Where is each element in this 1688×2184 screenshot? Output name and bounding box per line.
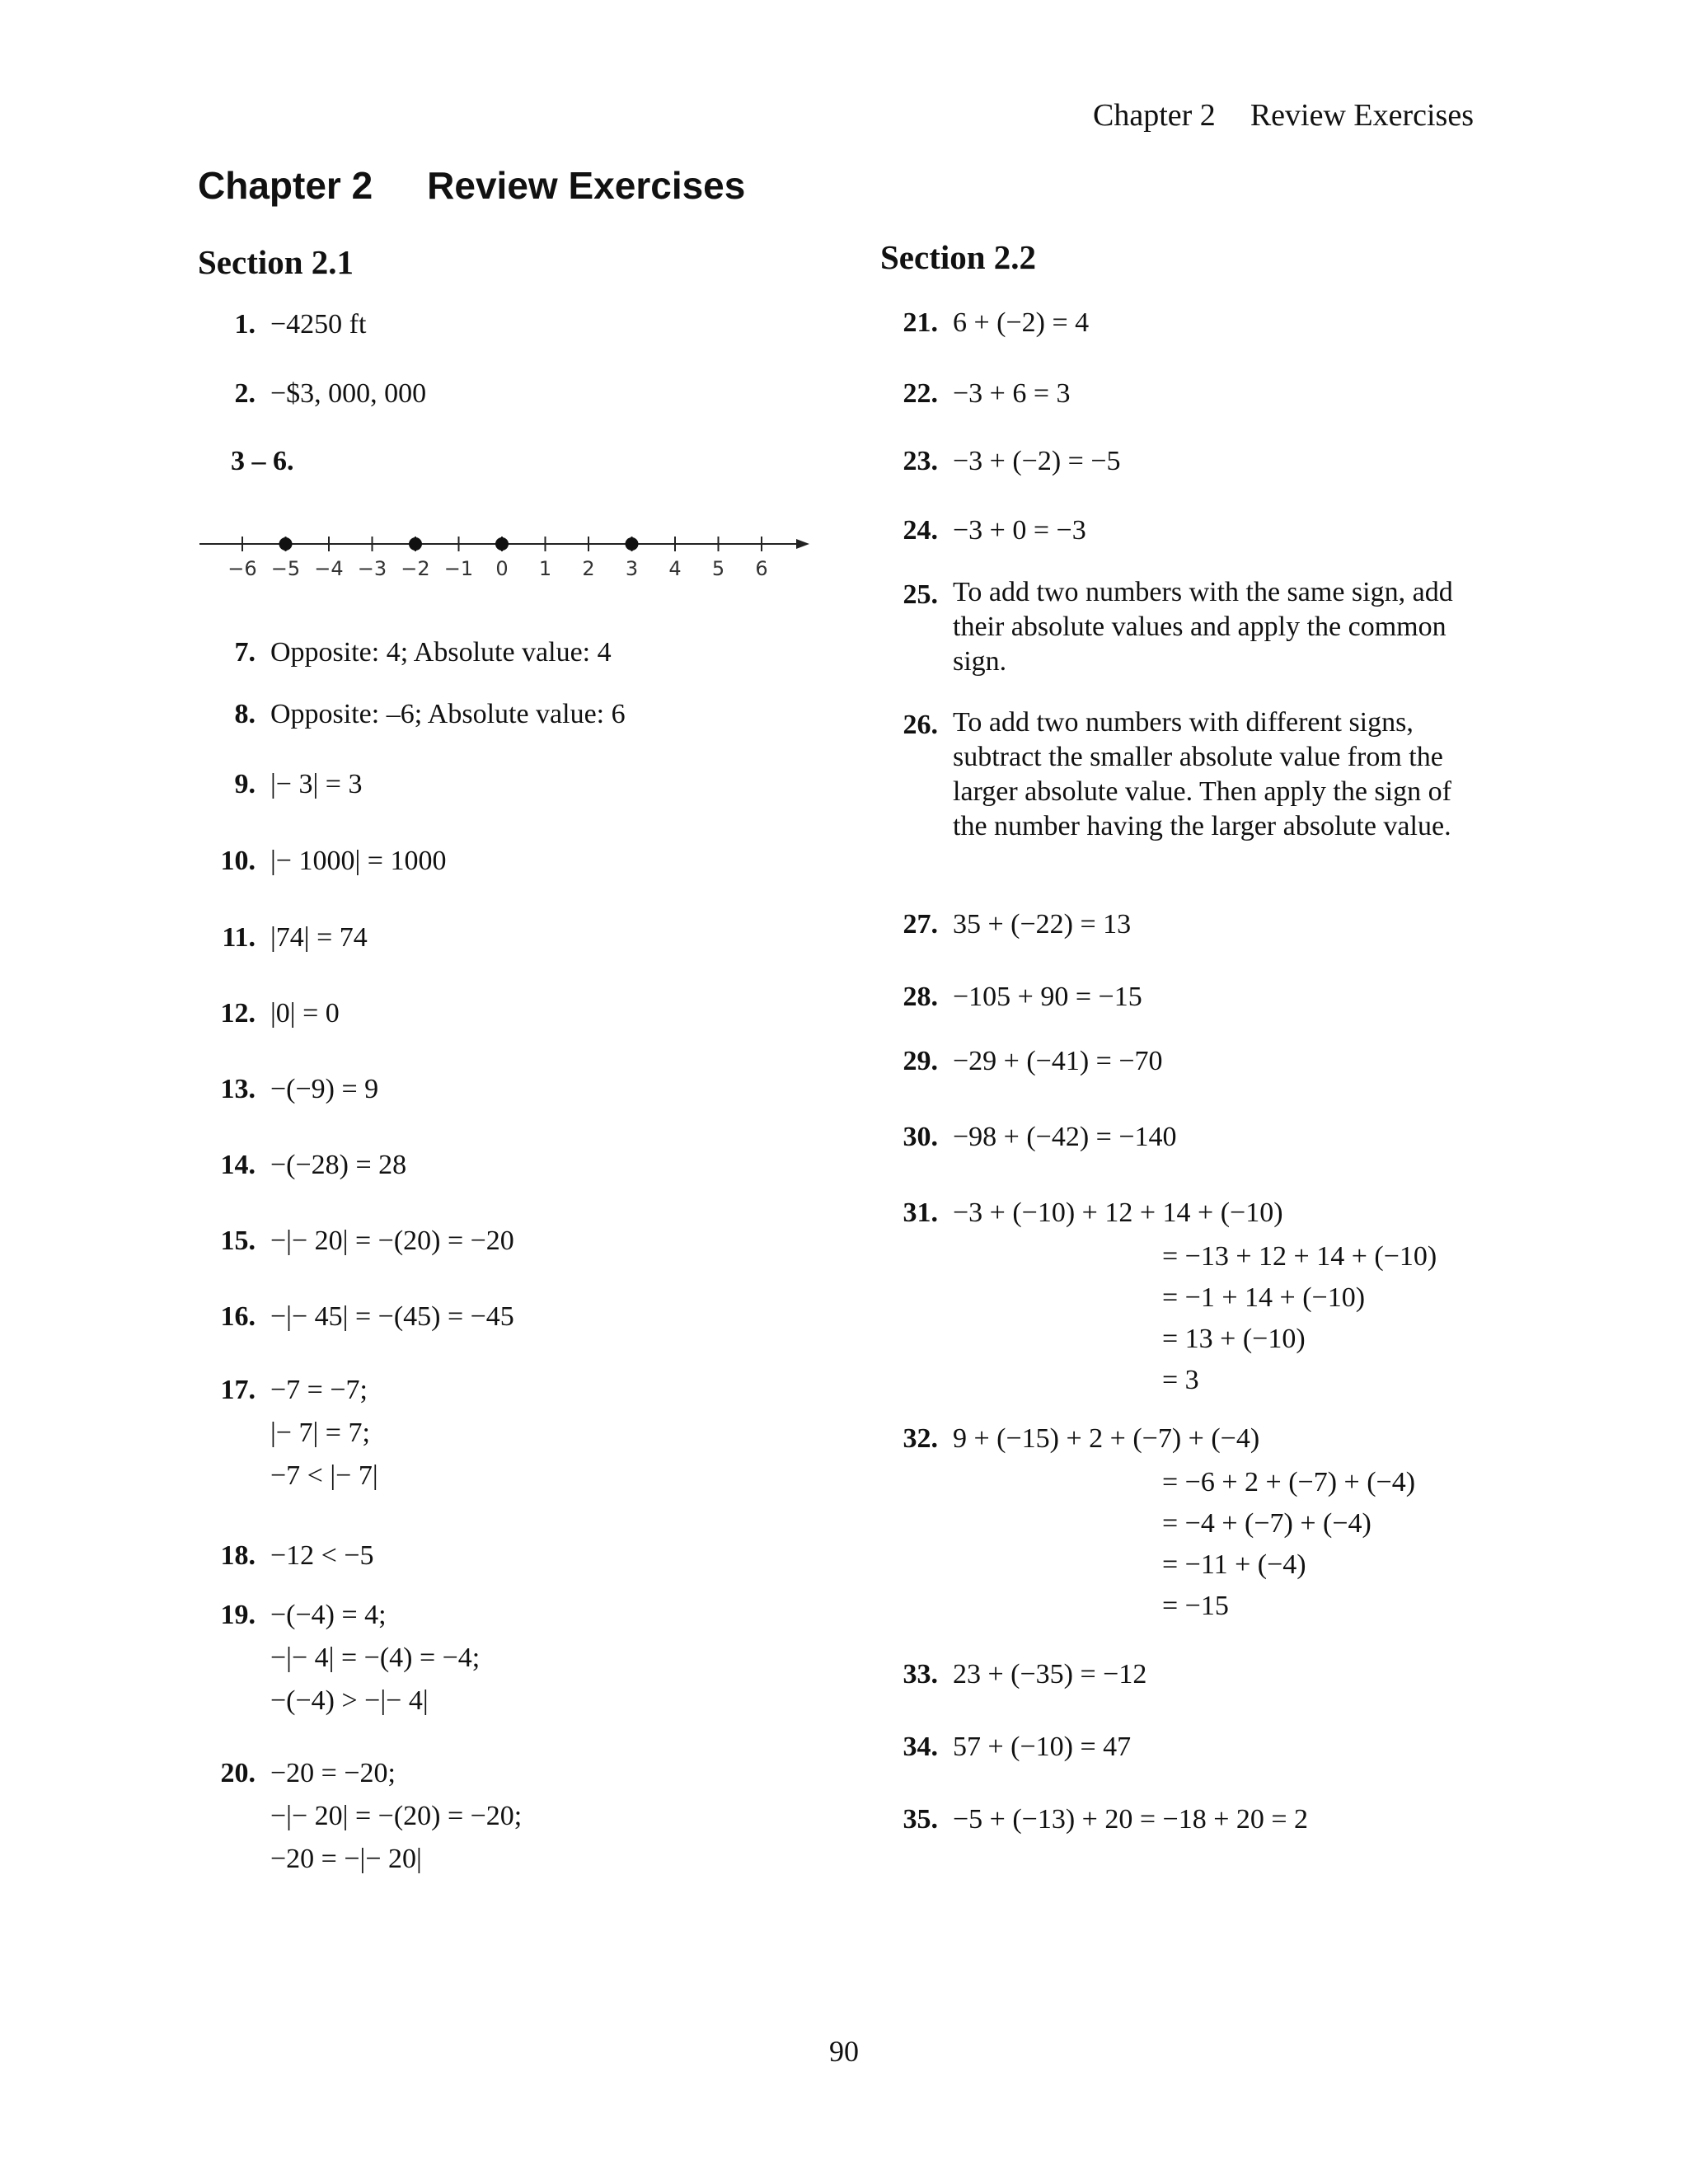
left-item-line: −$3, 000, 000 xyxy=(270,378,427,409)
left-item-number: 3 – 6. xyxy=(231,446,294,476)
left-item-number: 1. xyxy=(234,309,256,340)
left-item-body xyxy=(270,1538,374,1577)
left-item-number: 17. xyxy=(220,1375,256,1405)
right-item-text: To add two numbers with the same sign, add their absolute values and apply the common sign. xyxy=(953,577,1453,677)
left-item-number: 15. xyxy=(220,1226,256,1256)
left-item-body xyxy=(270,1597,480,1722)
left-item-line: |− 3| = 3 xyxy=(270,769,363,799)
right-item-body xyxy=(953,1043,1163,1083)
right-item-number: 32. xyxy=(903,1423,938,1454)
right-item-number: 29. xyxy=(903,1046,938,1076)
right-item-body xyxy=(953,1729,1131,1769)
number-line xyxy=(196,527,823,593)
left-item-body xyxy=(270,843,446,883)
left-item-body xyxy=(270,996,340,1035)
number-line-tick-label: 5 xyxy=(711,557,725,580)
running-header-chapter: Chapter 2 xyxy=(1093,98,1216,133)
right-item-line: 57 + (−10) = 47 xyxy=(953,1732,1132,1762)
right-item-body xyxy=(953,1657,1146,1696)
chapter-title xyxy=(198,163,745,208)
number-line-tick-label: −5 xyxy=(270,557,301,580)
number-line-tick-label: 0 xyxy=(495,557,509,580)
left-item-line: −4250 ft xyxy=(270,309,367,340)
right-item-number: 21. xyxy=(903,307,938,338)
number-line-tick-label: 2 xyxy=(582,557,595,580)
right-item-body xyxy=(953,1802,1308,1841)
left-item-number: 14. xyxy=(220,1150,256,1180)
left-item-number: 7. xyxy=(234,637,256,668)
right-item-number: 22. xyxy=(903,378,938,409)
right-item-line: −29 + (−41) = −70 xyxy=(953,1046,1163,1076)
right-item-line: −3 + 6 = 3 xyxy=(953,378,1071,409)
right-item-text: To add two numbers with different signs, subtract the smaller absolute value from the larger absolute value. Then apply the sign of the number having the larger absolute value. xyxy=(953,707,1451,841)
left-item-number: 19. xyxy=(220,1600,256,1630)
right-item-body xyxy=(953,1421,1259,1460)
right-item-number: 25. xyxy=(903,579,938,610)
number-line-tick-label: −1 xyxy=(443,557,474,580)
right-item-body xyxy=(953,513,1086,552)
left-item-body xyxy=(270,1071,378,1111)
right-item-line: −105 + 90 = −15 xyxy=(953,982,1142,1012)
number-line-tick-label: 4 xyxy=(668,557,682,580)
left-item-body xyxy=(270,307,366,346)
right-item-body xyxy=(953,305,1089,344)
left-item-line: |− 7| = 7; xyxy=(270,1418,370,1448)
right-item-body xyxy=(953,979,1142,1019)
left-item-line: Opposite: 4; Absolute value: 4 xyxy=(270,637,612,668)
left-item-body xyxy=(270,1223,514,1263)
number-line-point xyxy=(409,537,422,551)
right-item-number: 27. xyxy=(903,909,938,940)
number-line-arrow-icon xyxy=(796,539,809,549)
running-header-title: Review Exercises xyxy=(1250,98,1474,133)
left-item-line: |74| = 74 xyxy=(270,922,368,953)
right-item-line: 9 + (−15) + 2 + (−7) + (−4) xyxy=(953,1423,1260,1454)
left-item-body xyxy=(270,1147,406,1187)
number-line-tick-label: −6 xyxy=(227,557,257,580)
left-item-line: −7 < |− 7| xyxy=(270,1460,378,1491)
section-2-1-heading: Section 2.1 xyxy=(198,243,354,281)
right-item-line: 35 + (−22) = 13 xyxy=(953,909,1132,940)
running-header xyxy=(1093,97,1474,134)
right-item-line: −3 + (−2) = −5 xyxy=(953,446,1121,476)
right-item-line: 23 + (−35) = −12 xyxy=(953,1659,1147,1690)
right-item-step: = 3 xyxy=(1162,1365,1199,1395)
left-item-line: −20 = −20; xyxy=(270,1758,396,1788)
left-item-number: 9. xyxy=(234,769,256,799)
right-item-step: = −13 + 12 + 14 + (−10) xyxy=(1162,1241,1437,1272)
left-item-number: 10. xyxy=(220,846,256,876)
right-item-number: 35. xyxy=(903,1804,938,1835)
left-item-line: |− 1000| = 1000 xyxy=(270,846,447,876)
left-item-number: 12. xyxy=(220,998,256,1029)
left-item-line: |0| = 0 xyxy=(270,998,340,1029)
right-item-step: = −6 + 2 + (−7) + (−4) xyxy=(1162,1467,1416,1497)
left-item-line: −(−4) > −|− 4| xyxy=(270,1685,429,1716)
right-item-step: = −1 + 14 + (−10) xyxy=(1162,1282,1366,1313)
right-item-body xyxy=(953,443,1121,483)
left-item-body xyxy=(270,635,612,674)
right-item-number: 33. xyxy=(903,1659,938,1690)
right-item-body xyxy=(953,705,1456,844)
right-item-line: 6 + (−2) = 4 xyxy=(953,307,1090,338)
number-line-tick-label: −2 xyxy=(401,557,430,580)
left-item-number: 2. xyxy=(234,378,256,409)
number-line-tick-label: −4 xyxy=(314,557,344,580)
right-item-step: = −15 xyxy=(1162,1591,1229,1621)
left-item-number: 16. xyxy=(220,1301,256,1332)
right-item-step: = −4 + (−7) + (−4) xyxy=(1162,1508,1372,1539)
right-item-line: −3 + (−10) + 12 + 14 + (−10) xyxy=(953,1197,1283,1228)
right-item-line: −98 + (−42) = −140 xyxy=(953,1122,1177,1152)
right-item-number: 24. xyxy=(903,515,938,546)
number-line-tick-label: 3 xyxy=(625,557,639,580)
number-line-tick-label: 6 xyxy=(755,557,768,580)
left-item-line: −|− 20| = −(20) = −20 xyxy=(270,1226,514,1256)
right-item-number: 28. xyxy=(903,982,938,1012)
right-item-number: 23. xyxy=(903,446,938,476)
left-item-line: −|− 45| = −(45) = −45 xyxy=(270,1301,514,1332)
left-item-line: Opposite: –6; Absolute value: 6 xyxy=(270,699,626,729)
number-line-tick-label: −3 xyxy=(357,557,387,580)
chapter-title-chapter: Chapter 2 xyxy=(198,164,373,207)
left-item-body xyxy=(270,1755,522,1881)
left-item-line: −(−9) = 9 xyxy=(270,1074,379,1104)
left-item-line: −|− 4| = −(4) = −4; xyxy=(270,1643,481,1673)
left-item-body xyxy=(270,376,426,415)
right-item-number: 31. xyxy=(903,1197,938,1228)
section-2-2-heading: Section 2.2 xyxy=(880,238,1037,276)
left-item-line: −(−28) = 28 xyxy=(270,1150,407,1180)
number-line-point xyxy=(495,537,509,551)
page-number: 90 xyxy=(829,2035,859,2068)
right-item-number: 26. xyxy=(903,710,938,740)
left-item-body xyxy=(270,1299,514,1338)
left-item-body xyxy=(270,766,362,806)
left-item-line: −7 = −7; xyxy=(270,1375,368,1405)
left-item-number: 11. xyxy=(222,922,256,953)
left-item-number: 20. xyxy=(220,1758,256,1788)
number-line-point xyxy=(279,537,293,551)
left-item-line: −20 = −|− 20| xyxy=(270,1844,422,1874)
left-item-number: 8. xyxy=(234,699,256,729)
right-item-body xyxy=(953,1195,1283,1235)
left-item-number: 13. xyxy=(220,1074,256,1104)
right-item-line: −3 + 0 = −3 xyxy=(953,515,1086,546)
left-item-line: −(−4) = 4; xyxy=(270,1600,387,1630)
left-item-line: −12 < −5 xyxy=(270,1540,374,1571)
right-item-line: −5 + (−13) + 20 = −18 + 20 = 2 xyxy=(953,1804,1309,1835)
left-item-line: −|− 20| = −(20) = −20; xyxy=(270,1801,523,1831)
left-item-body xyxy=(270,696,626,736)
right-item-body xyxy=(953,575,1456,679)
right-item-number: 34. xyxy=(903,1732,938,1762)
right-item-body xyxy=(953,907,1131,946)
right-item-body xyxy=(953,376,1071,415)
left-item-body xyxy=(270,920,368,959)
right-item-step: = −11 + (−4) xyxy=(1162,1549,1306,1580)
right-item-number: 30. xyxy=(903,1122,938,1152)
number-line-tick-label: 1 xyxy=(538,557,552,580)
number-line-point xyxy=(626,537,639,551)
left-item-number: 18. xyxy=(220,1540,256,1571)
right-item-step: = 13 + (−10) xyxy=(1162,1324,1306,1354)
left-item-body xyxy=(270,1372,378,1497)
chapter-title-text: Review Exercises xyxy=(427,164,746,207)
right-item-body xyxy=(953,1119,1177,1159)
